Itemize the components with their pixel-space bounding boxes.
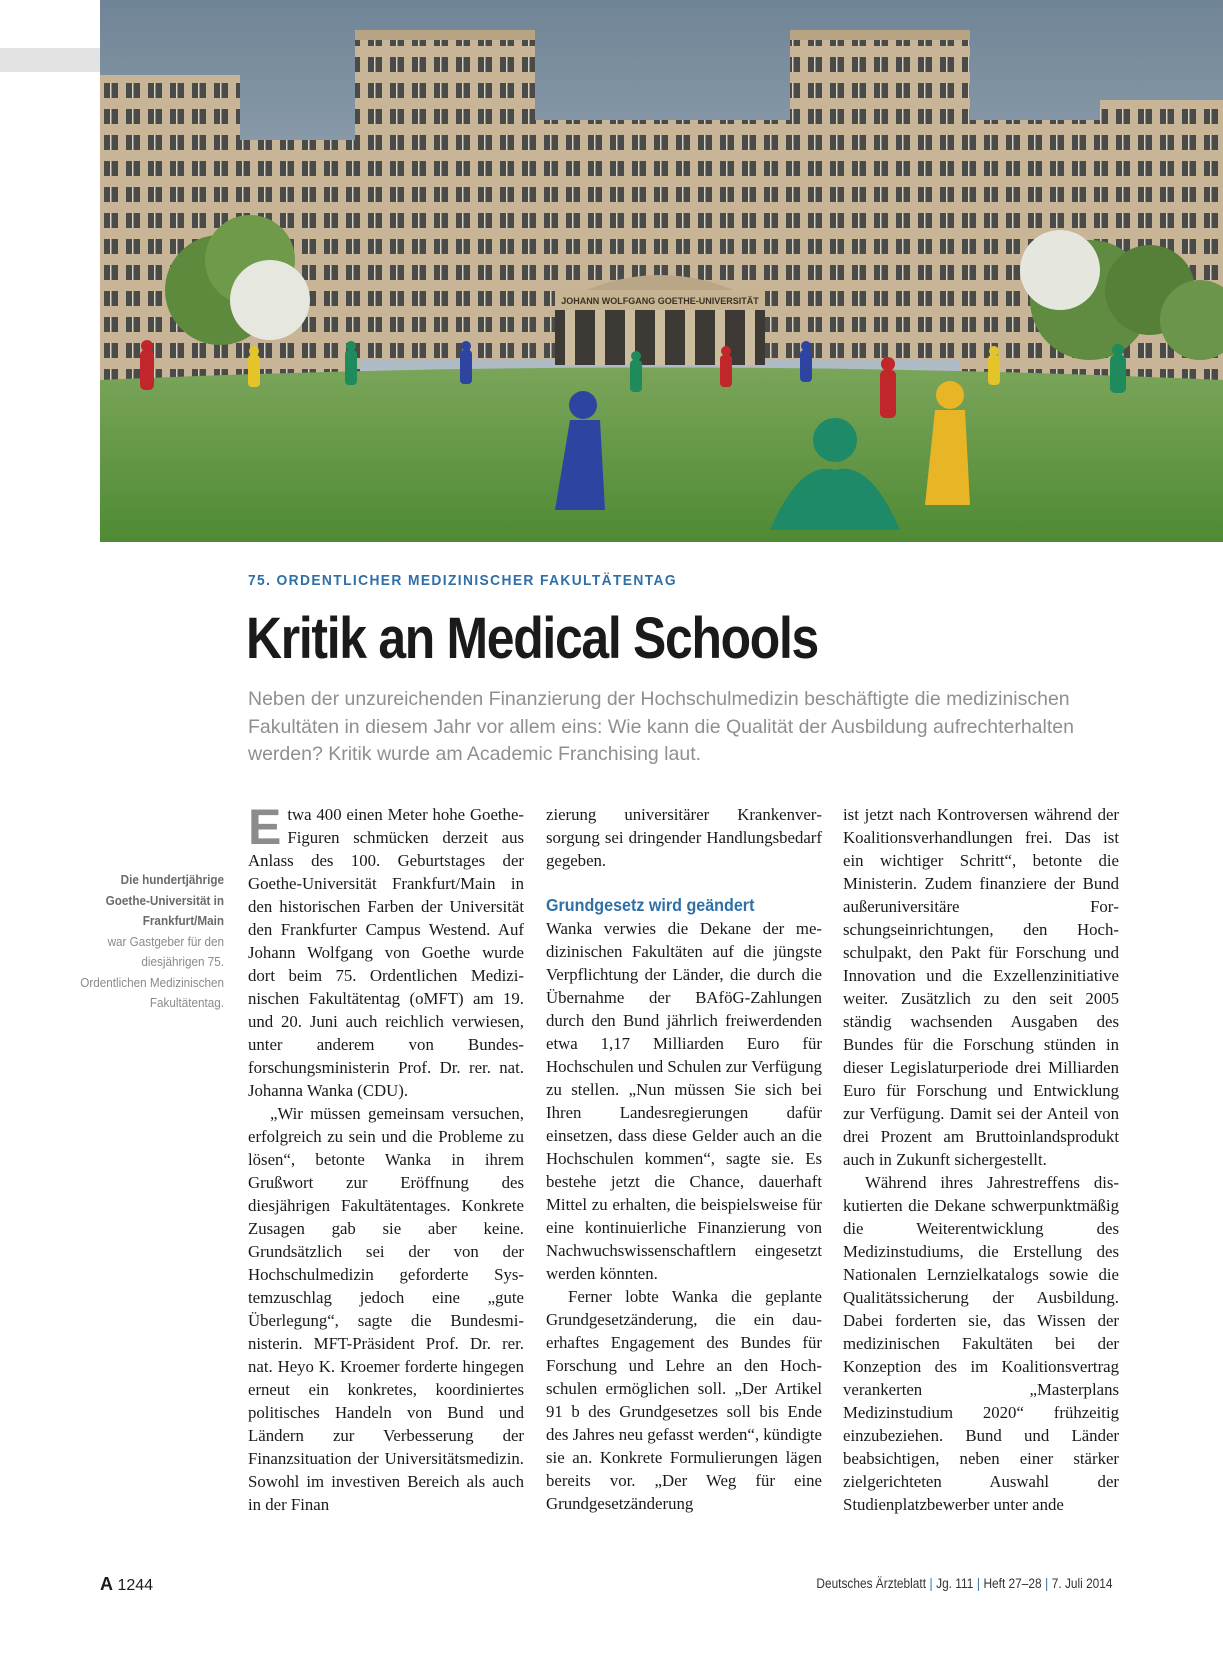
article-lead: Neben der unzureichenden Finanzierung der Hochschulmedizin beschäftigte die medizinischen Fakultäten in diesem Jahr vor allem eins: Wie kann die Qualität der Ausbildung aufrechterhalten werden? Kritik wurde am Academic Franchising laut. <box>248 688 1074 765</box>
text-column-2 <box>546 803 822 1515</box>
paragraph <box>248 799 524 1102</box>
journal-volume: Jg. 111 <box>936 1576 974 1591</box>
journal-footer <box>817 1576 1113 1591</box>
page-number <box>100 1574 153 1595</box>
photo-caption <box>76 870 224 1014</box>
paragraph: Wanka verwies die Dekane der medizinischen Fakultäten auf die jüngste Verpflichtung der Länder, die durch die Übernahme der BAföG-Zahlungen durch den Bund jährlich freiwerdenden etwa 1,17 Milliarden Euro für Hochschulen und Schulen zur Verfügung zu stellen. „Nun müssen Sie sich bei Ihren Landesregierungen dafür einsetzen, dass diese Gelder auch an die Hochschulen kommen“, sagte sie. Es bestehe jetzt die Chance, dauerhaft Mittel zu erhalten, die beispielsweise für eine kontinuierliche Finanzierung von Nachwuchswissenschaftlern eingesetzt werden könnten. <box>546 919 822 1283</box>
paragraph: „Wir müssen gemeinsam versuchen, erfolgreich zu sein und die Probleme zu lösen“, betonte Wanka in ihrem Grußwort zur Eröffnung des diesjährigen Fakultätentages. Konkrete Zusagen gab sie aber keine. Grundsätzlich sei der von der Hochschulmedizin geforderte Systemzuschlag jedoch eine „gute Überlegung“, sagte die Bundesministerin. MFT-Präsident Prof. Dr. rer. nat. Heyo K. Kroemer forderte hingegen erneut ein konkretes, koordiniertes politisches Handeln von Bund und Ländern zur Verbesserung der Finanzsituation der Universitätsmedizin. Sowohl im investiven Bereich als auch in der Finan <box>248 1104 524 1514</box>
journal-date: 7. Juli 2014 <box>1052 1576 1113 1591</box>
drop-cap: E <box>248 799 282 855</box>
separator: | <box>977 1576 981 1591</box>
article-headline: Kritik an Medical Schools <box>246 606 819 671</box>
paragraph: Während ihres Jahrestreffens diskutierten die Dekane schwerpunktmäßig die Weiterentwicklung des Medizinstudiums, die Erstellung des Nationalen Lernzielkatalogs sowie die Qualitätssicherung der Ausbildung. Dabei forderten sie, das Wissen der medizinischen Fakultäten bei der Konzeption des im Koalitionsvertrag verankerten „Masterplans Medizinstudium 2020“ frühzeitig einzubeziehen. Bund und Länder beabsichtigen, neben einer stärker zielgerichteten Auswahl der Studienplatzbewerber unter ande <box>843 1173 1119 1514</box>
text-column-1 <box>248 799 524 1516</box>
text-column-3 <box>843 803 1119 1516</box>
journal-issue: Heft 27–28 <box>983 1576 1043 1591</box>
journal-name: Deutsches Ärzteblatt <box>816 1576 927 1591</box>
paragraph-text: twa 400 einen Meter hohe Goethe-Figuren schmücken derzeit aus Anlass des 100. Geburtstages der Goethe-Universität Frankfurt/Main in den historischen Farben der Universität den Frankfurter Campus Westend. Auf Johann Wolfgang von Goethe wurde dort beim 75. Ordentlichen Medizinischen Fakultätentag (oMFT) am 19. und 20. Juni auch reichlich verwiesen, unter anderem von Bundesforschungsministerin Prof. Dr. rer. nat. Johanna Wanka (CDU). <box>248 805 524 1100</box>
page-number-value: 1244 <box>117 1577 154 1594</box>
left-tower <box>355 30 535 360</box>
paragraph: Ferner lobte Wanka die geplante Grundgesetzänderung, die ein dauerhaftes Engagement des Bundes für Forschung und Lehre an den Hochschulen ermöglichen soll. „Der Artikel 91 b des Grundgesetzes soll bis Ende des Jahres neu gefasst werden“, kündigte sie an. Konkrete Formulierungen lägen bereits vor. „Der Weg für eine Grundgesetzänderung <box>546 1287 822 1513</box>
page-prefix: A <box>100 1574 113 1594</box>
section-subhead: Grundgesetz wird geändert <box>546 895 755 915</box>
campus-photo <box>100 0 1223 542</box>
building-inscription: JOHANN WOLFGANG GOETHE-UNIVERSITÄT <box>561 296 759 306</box>
right-tower <box>790 30 970 360</box>
separator: | <box>1045 1576 1049 1591</box>
article-kicker: 75. ORDENTLICHER MEDIZINISCHER FAKULTÄTENTAG <box>248 572 677 589</box>
caption-bold: Die hundertjährige Goethe-Universität in Frankfurt/Main <box>105 872 224 928</box>
lawn <box>100 368 1223 543</box>
separator: | <box>930 1576 934 1591</box>
caption-text: war Gastgeber für den diesjährigen 75. Ordentlichen Medizinischen Fakultätentag. <box>80 933 224 1010</box>
paragraph: zierung universitärer Krankenversorgung sei dringender Handlungsbedarf gegeben. <box>546 805 822 870</box>
paragraph: ist jetzt nach Kontroversen während der Koalitionsverhandlungen frei. Das ist ein wichtiger Schritt“, betonte die Ministerin. Zudem finanziere der Bund außeruniversitäre Forschungseinrichtungen, den Hochschulpakt, den Pakt für Forschung und Innovation und die Exzellenzinitiative weiter. Zusätzlich zu den seit 2005 ständig wachsenden Ausgaben des Bundes für die Forschung stünden in dieser Legislaturperiode drei Milliarden Euro für Forschung und Entwicklung zur Verfügung. Damit sei der Anteil von drei Prozent am Bruttoinlandsprodukt auch in Zukunft sichergestellt. <box>843 805 1119 1169</box>
page-edge-tab <box>0 48 100 72</box>
